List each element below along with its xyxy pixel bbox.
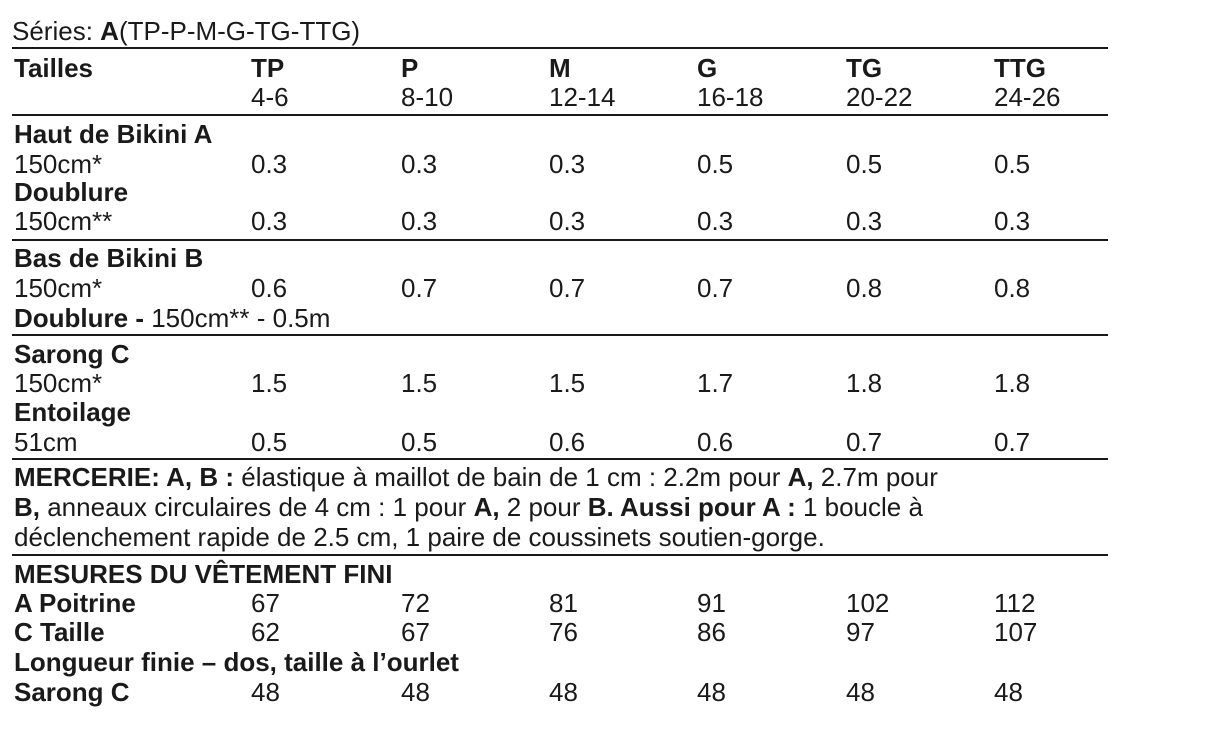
series-label: Séries: [12,16,93,46]
value-cell: 0.3 [401,149,438,179]
rule-after-top [12,239,1108,241]
measures-title: MESURES DU VÊTEMENT FINI [14,559,393,589]
value-cell: 0.8 [994,273,1031,303]
series-line [12,16,360,46]
bust-label: A Poitrine [14,588,136,618]
value-cell: 1.8 [994,368,1031,398]
waist-label: C Taille [14,617,105,647]
value-cell: 0.6 [549,427,586,457]
value-cell: 81 [549,588,578,618]
series-letter: A [100,16,119,46]
bikini-top-fabric-label: 150cm* [14,149,103,179]
value-cell: 1.8 [846,368,883,398]
value-cell: 102 [846,588,890,618]
bikini-bottom-lining-bold: Doublure - [14,303,144,333]
notions-segment: 2 pour [499,492,588,522]
value-cell: 107 [994,617,1038,647]
value-cell: 91 [697,588,726,618]
notions-line-1 [14,462,938,492]
value-cell: 67 [401,617,430,647]
value-cell: 0.7 [549,273,586,303]
value-cell: 1.5 [251,368,288,398]
value-cell: 97 [846,617,875,647]
value-cell: 48 [401,677,430,707]
size-range: 20-22 [846,82,913,112]
bikini-bottom-fabric-label: 150cm* [14,273,103,303]
size-code: TG [846,53,883,83]
value-cell: 1.7 [697,368,734,398]
length-title: Longueur finie – dos, taille à l’ourlet [14,647,459,677]
notions-segment: 2.7m pour [813,462,938,492]
value-cell: 48 [549,677,578,707]
value-cell: 0.3 [549,206,586,236]
size-range: 4-6 [251,82,289,112]
notions-segment: B, [14,492,40,522]
size-code: P [401,53,419,83]
size-code: TTG [994,53,1046,83]
value-cell: 48 [994,677,1023,707]
bikini-bottom-lining [14,303,330,333]
value-cell: 0.6 [251,273,288,303]
rule-after-notions [12,554,1108,556]
rule-after-sarong [12,458,1108,460]
value-cell: 0.7 [994,427,1031,457]
size-code: TP [251,53,285,83]
sarong-fabric-label: 150cm* [14,368,103,398]
rule-after-bottom [12,334,1108,336]
notions-segment: déclenchement rapide de 2.5 cm, 1 paire de coussinets soutien-gorge. [14,522,825,552]
value-cell: 112 [994,588,1036,618]
notions-line-3 [14,522,825,552]
value-cell: 1.5 [401,368,438,398]
value-cell: 0.7 [697,273,734,303]
value-cell: 0.3 [846,206,883,236]
value-cell: 67 [251,588,280,618]
value-cell: 0.3 [401,206,438,236]
size-code: G [697,53,718,83]
bikini-top-lining-label: 150cm** [14,206,113,236]
value-cell: 86 [697,617,726,647]
value-cell: 0.3 [251,206,288,236]
sarong-interfacing-label: 51cm [14,427,78,457]
value-cell: 0.8 [846,273,883,303]
sarong-length-label: Sarong C [14,677,130,707]
value-cell: 0.5 [401,427,438,457]
value-cell: 0.5 [846,149,883,179]
sarong-interfacing-title: Entoilage [14,397,132,427]
value-cell: 0.3 [994,206,1031,236]
notions-line-2 [14,492,923,522]
notions-segment: A, [787,462,814,492]
notions-segment: MERCERIE: A, B : [14,462,235,492]
value-cell: 0.5 [994,149,1031,179]
value-cell: 0.6 [697,427,734,457]
sizes-heading: Tailles [14,53,94,83]
value-cell: 0.5 [697,149,734,179]
series-sizes: (TP-P-M-G-TG-TTG) [118,16,361,46]
value-cell: 48 [251,677,280,707]
value-cell: 0.7 [846,427,883,457]
bikini-bottom-lining-text: 150cm** - 0.5m [144,303,331,333]
value-cell: 0.7 [401,273,438,303]
bikini-bottom-title: Bas de Bikini B [14,243,204,273]
bikini-top-title: Haut de Bikini A [14,119,213,149]
value-cell: 0.5 [251,427,288,457]
size-range: 16-18 [697,82,764,112]
size-range: 12-14 [549,82,616,112]
notions-segment: anneaux circulaires de 4 cm : 1 pour [40,492,474,522]
notions-segment: A, [473,492,500,522]
value-cell: 1.5 [549,368,586,398]
value-cell: 0.3 [549,149,586,179]
value-cell: 72 [401,588,430,618]
value-cell: 62 [251,617,280,647]
notions-segment: 1 boucle à [795,492,923,522]
value-cell: 0.3 [697,206,734,236]
value-cell: 48 [697,677,726,707]
notions-segment: élastique à maillot de bain de 1 cm : 2.2m pour [234,462,788,492]
rule-top [12,47,1108,49]
value-cell: 76 [549,617,578,647]
value-cell: 0.3 [251,149,288,179]
size-range: 8-10 [401,82,454,112]
rule-after-header [12,114,1108,116]
size-code: M [549,53,571,83]
notions-segment: B. Aussi pour A : [587,492,796,522]
value-cell: 48 [846,677,875,707]
sarong-title: Sarong C [14,339,130,369]
bikini-top-lining-title: Doublure [14,177,129,207]
size-range: 24-26 [994,82,1061,112]
